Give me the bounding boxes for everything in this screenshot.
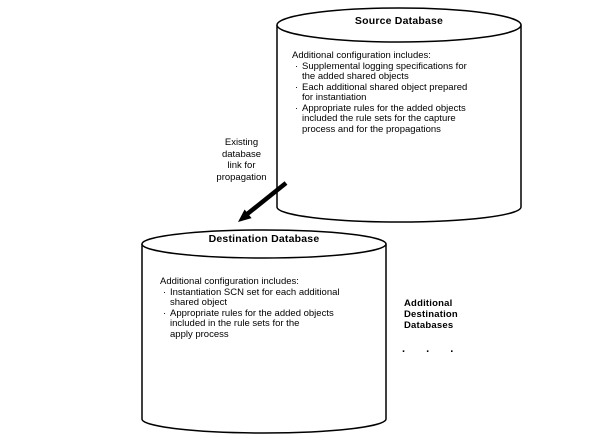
text-line: Databases bbox=[404, 320, 454, 331]
bullet-dot: · bbox=[163, 307, 167, 319]
text-line: Existing bbox=[224, 137, 259, 148]
bullet-text: Supplemental logging specifications for bbox=[302, 60, 467, 72]
text-line: link for bbox=[227, 160, 256, 171]
bullet-text: Appropriate rules for the added objects bbox=[302, 102, 466, 114]
text-line: Additional bbox=[404, 298, 453, 309]
text-line: Additional configuration includes: bbox=[292, 50, 431, 61]
text-line: the added shared objects bbox=[302, 71, 409, 82]
additional-destinations-label bbox=[404, 298, 458, 331]
bullet-text: Instantiation SCN set for each additional bbox=[170, 286, 340, 298]
text-line: Additional configuration includes: bbox=[160, 276, 299, 287]
text-line: apply process bbox=[170, 328, 229, 340]
bullet-text: Appropriate rules for the added objects bbox=[170, 307, 334, 319]
bullet-dot: · bbox=[163, 286, 167, 298]
source-db-config-list bbox=[292, 51, 522, 135]
destination-db-title: Destination Database bbox=[208, 233, 320, 245]
ellipsis-dots: . . . bbox=[402, 343, 454, 355]
text-line: shared object bbox=[170, 297, 228, 308]
db-link-label bbox=[203, 137, 280, 183]
text-line: for instantiation bbox=[302, 92, 367, 103]
text-line: Destination bbox=[404, 309, 458, 320]
text-line: propagation bbox=[216, 171, 267, 183]
destination-db-config-list bbox=[160, 277, 390, 340]
bullet-dot: · bbox=[295, 60, 299, 72]
text-line: included the rule sets for the capture bbox=[302, 113, 456, 124]
text-line: included in the rule sets for the bbox=[170, 318, 300, 329]
bullet-dot: · bbox=[295, 102, 299, 114]
source-db-title: Source Database bbox=[354, 15, 444, 27]
text-line: database bbox=[221, 148, 262, 160]
bullet-dot: · bbox=[295, 81, 299, 93]
text-line: process and for the propagations bbox=[302, 123, 441, 135]
bullet-text: Each additional shared object prepared bbox=[302, 81, 468, 93]
